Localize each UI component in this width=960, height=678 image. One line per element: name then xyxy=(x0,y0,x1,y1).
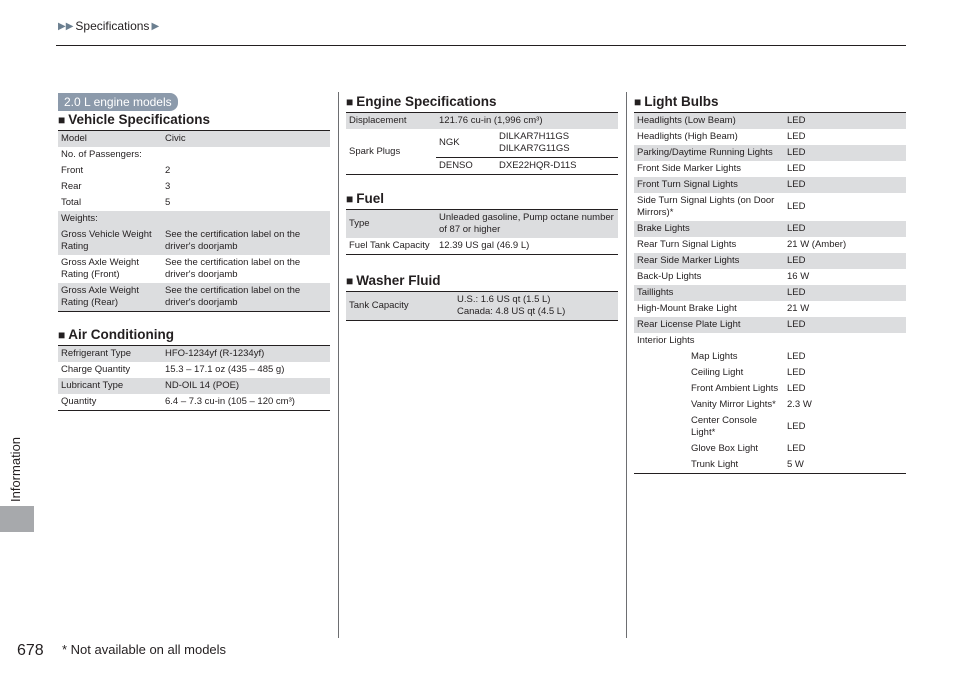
vehicle-specs-title: Vehicle Specifications xyxy=(68,112,211,127)
row-value: LED xyxy=(784,221,906,237)
washer-heading xyxy=(346,273,441,288)
aircon-table xyxy=(58,345,330,411)
washer-title: Washer Fluid xyxy=(356,273,441,288)
row-value: 2 xyxy=(165,165,171,176)
table-row xyxy=(346,129,618,158)
row-label: Spark Plugs xyxy=(349,145,401,157)
table-row xyxy=(634,349,906,365)
table-row xyxy=(634,381,906,397)
table-row xyxy=(634,177,906,193)
table-row xyxy=(346,292,618,321)
interior-label: Trunk Light xyxy=(691,459,739,470)
row-label: High-Mount Brake Light xyxy=(637,303,737,314)
table-row xyxy=(346,113,618,130)
table-row xyxy=(58,362,330,378)
vehicle-specs-table xyxy=(58,130,330,312)
table-row xyxy=(634,161,906,177)
table-row xyxy=(634,237,906,253)
table-row xyxy=(634,301,906,317)
row-value: LED xyxy=(784,285,906,301)
table-row xyxy=(634,397,906,413)
interior-label: Front Ambient Lights xyxy=(691,383,779,394)
row-value: See the certification label on the driver's doorjamb xyxy=(162,283,330,312)
row-value: Civic xyxy=(162,131,330,148)
ngk-value: DILKAR7H11GS xyxy=(499,131,570,142)
table-row xyxy=(58,394,330,411)
row-value: LED xyxy=(784,253,906,269)
washer-us-value: U.S.: 1.6 US qt (1.5 L) xyxy=(457,294,551,305)
engine-specs-title: Engine Specifications xyxy=(356,94,497,109)
row-value: LED xyxy=(787,163,806,174)
table-row xyxy=(634,457,906,474)
table-row xyxy=(634,145,906,161)
row-value xyxy=(454,292,618,321)
square-bullet-icon: ■ xyxy=(346,191,354,206)
row-label: Rear xyxy=(61,181,82,192)
row-value: LED xyxy=(784,317,906,333)
fuel-title: Fuel xyxy=(356,191,385,206)
table-row xyxy=(634,285,906,301)
footnote: * Not available on all models xyxy=(62,642,227,657)
row-label: Gross Vehicle Weight Rating xyxy=(58,227,162,255)
table-row xyxy=(58,131,330,148)
aircon-heading xyxy=(58,327,174,342)
engine-specs-heading xyxy=(346,94,497,109)
row-label: Refrigerant Type xyxy=(58,346,162,363)
row-value: 5 xyxy=(165,197,171,208)
table-row xyxy=(634,317,906,333)
vehicle-specs-heading xyxy=(58,112,210,127)
washer-canada-value: Canada: 4.8 US qt (4.5 L) xyxy=(457,306,566,317)
interior-label: Glove Box Light xyxy=(691,443,759,454)
row-value: LED xyxy=(784,177,906,193)
row-value: 6.4 – 7.3 cu-in (105 – 120 cm³) xyxy=(165,396,295,407)
ngk-label: NGK xyxy=(436,129,496,158)
table-row xyxy=(634,413,906,441)
header-divider xyxy=(56,45,906,46)
washer-table xyxy=(346,291,618,321)
arrow-right-icon: ▶▶ xyxy=(58,20,74,32)
row-label: Charge Quantity xyxy=(61,364,131,375)
row-value: 21 W xyxy=(787,303,810,314)
table-row xyxy=(58,211,330,227)
interior-value: LED xyxy=(787,351,806,362)
side-tab-marker xyxy=(0,506,34,532)
row-label: Front xyxy=(61,165,84,176)
row-label: Back-Up Lights xyxy=(637,271,702,282)
row-label: Interior Lights xyxy=(637,335,695,346)
row-value: 16 W xyxy=(787,271,810,282)
side-tab-label: Information xyxy=(8,436,23,502)
square-bullet-icon: ■ xyxy=(346,273,354,288)
table-row xyxy=(346,210,618,239)
light-bulbs-heading xyxy=(634,94,719,109)
interior-label: Map Lights xyxy=(691,351,738,362)
table-row xyxy=(634,129,906,145)
table-row xyxy=(634,441,906,457)
row-value: See the certification label on the driver's doorjamb xyxy=(162,227,330,255)
table-row xyxy=(58,227,330,255)
row-value xyxy=(162,211,330,227)
page-number: 678 xyxy=(17,642,44,659)
row-value: LED xyxy=(784,113,906,130)
row-label: Type xyxy=(346,210,436,239)
light-bulbs-title: Light Bulbs xyxy=(644,94,719,109)
table-row xyxy=(58,179,330,195)
row-label: Lubricant Type xyxy=(58,378,162,394)
row-label: Side Turn Signal Lights (on Door Mirrors)* xyxy=(637,195,775,218)
table-row xyxy=(634,221,906,237)
denso-label: DENSO xyxy=(439,160,473,171)
table-row xyxy=(634,333,906,349)
table-row xyxy=(346,238,618,255)
square-bullet-icon: ■ xyxy=(346,94,354,109)
row-value: See the certification label on the driver's doorjamb xyxy=(165,257,301,280)
aircon-title: Air Conditioning xyxy=(68,327,174,342)
table-row xyxy=(58,195,330,211)
square-bullet-icon: ■ xyxy=(58,112,66,127)
column-divider xyxy=(338,92,339,638)
interior-value: 2.3 W xyxy=(787,399,812,410)
row-value: 3 xyxy=(165,181,171,192)
engine-specs-table xyxy=(346,112,618,175)
table-row xyxy=(634,193,906,221)
row-label: Taillights xyxy=(634,285,784,301)
row-label: Displacement xyxy=(346,113,436,130)
interior-label: Center Console Light* xyxy=(691,415,758,438)
row-value: LED xyxy=(784,145,906,161)
row-label: Gross Axle Weight Rating (Rear) xyxy=(58,283,162,312)
table-row xyxy=(58,346,330,363)
interior-value: 5 W xyxy=(787,459,804,470)
interior-label: Vanity Mirror Lights* xyxy=(691,399,776,410)
row-label: Parking/Daytime Running Lights xyxy=(634,145,784,161)
row-label: Brake Lights xyxy=(634,221,784,237)
row-label: Front Side Marker Lights xyxy=(637,163,742,174)
row-value: 21 W (Amber) xyxy=(787,239,847,250)
row-label: Rear License Plate Light xyxy=(634,317,784,333)
arrow-right-icon: ▶ xyxy=(151,20,160,32)
row-label: Fuel Tank Capacity xyxy=(349,240,430,251)
interior-value: LED xyxy=(787,367,806,378)
square-bullet-icon: ■ xyxy=(634,94,642,109)
fuel-heading xyxy=(346,191,384,206)
row-value: 15.3 – 17.1 oz (435 – 485 g) xyxy=(165,364,285,375)
row-label: Headlights (Low Beam) xyxy=(634,113,784,130)
table-row xyxy=(58,378,330,394)
row-value: Unleaded gasoline, Pump octane number of 87 or higher xyxy=(436,210,618,239)
interior-label: Ceiling Light xyxy=(691,367,744,378)
row-value: LED xyxy=(787,201,806,212)
interior-value: LED xyxy=(787,383,806,394)
row-label: Rear Side Marker Lights xyxy=(634,253,784,269)
row-label: Headlights (High Beam) xyxy=(637,131,738,142)
row-value: HFO-1234yf (R-1234yf) xyxy=(162,346,330,363)
row-value: 12.39 US gal (46.9 L) xyxy=(439,240,530,251)
row-label: Model xyxy=(58,131,162,148)
breadcrumb-label: Specifications xyxy=(75,19,150,33)
row-label: Gross Axle Weight Rating (Front) xyxy=(61,257,139,280)
row-value: 121.76 cu-in (1,996 cm³) xyxy=(436,113,618,130)
row-label: Total xyxy=(61,197,82,208)
light-bulbs-table xyxy=(634,112,906,474)
table-row xyxy=(634,365,906,381)
interior-value: LED xyxy=(787,421,806,432)
row-value xyxy=(162,147,330,163)
row-label: Front Turn Signal Lights xyxy=(634,177,784,193)
row-label: Tank Capacity xyxy=(346,292,454,321)
square-bullet-icon: ■ xyxy=(58,327,66,342)
table-row xyxy=(58,147,330,163)
interior-value: LED xyxy=(787,443,806,454)
table-row xyxy=(58,163,330,179)
table-row xyxy=(634,269,906,285)
engine-model-badge: 2.0 L engine models xyxy=(58,93,178,111)
breadcrumb[interactable] xyxy=(58,19,159,33)
row-value: LED xyxy=(787,131,806,142)
table-row xyxy=(634,113,906,130)
row-value: ND-OIL 14 (POE) xyxy=(162,378,330,394)
ngk-values xyxy=(496,129,618,158)
table-row xyxy=(58,283,330,312)
column-divider xyxy=(626,92,627,638)
row-label: Rear Turn Signal Lights xyxy=(637,239,737,250)
row-label: Weights: xyxy=(58,211,162,227)
denso-value: DXE22HQR-D11S xyxy=(499,160,577,171)
row-value xyxy=(784,333,906,349)
ngk-value: DILKAR7G11GS xyxy=(499,143,570,154)
row-label: No. of Passengers: xyxy=(61,149,142,160)
row-label: Quantity xyxy=(61,396,97,407)
table-row xyxy=(58,255,330,283)
fuel-table xyxy=(346,209,618,255)
table-row xyxy=(634,253,906,269)
